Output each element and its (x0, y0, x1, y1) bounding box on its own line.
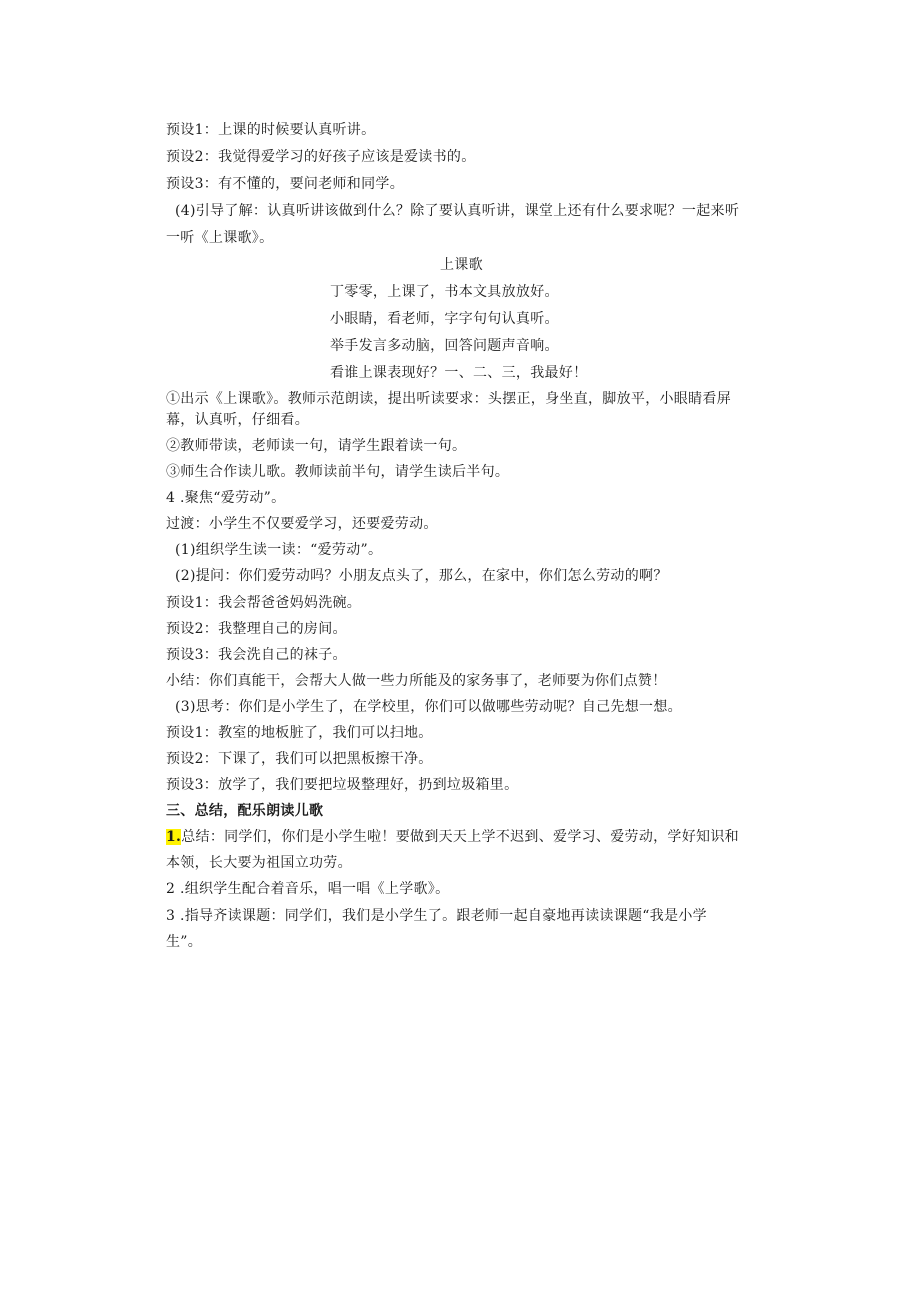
song-line-2: 小眼睛，看老师，字字句句认真听。 (330, 311, 559, 327)
section-3-heading: 三、总结，配乐朗读儿歌 (166, 803, 324, 819)
guide-paragraph-line-1: (4)引导了解：认真听讲该做到什么？除了要认真听讲，课堂上还有什么要求呢？一起来听 (175, 203, 740, 219)
step-1-line-2: 幕，认真听，仔细看。 (166, 412, 309, 428)
preset-b-3: 预设3：放学了，我们要把垃圾整理好，扔到垃圾箱里。 (166, 777, 519, 793)
song-title: 上课歌 (440, 257, 483, 273)
preset-2: 预设2：我觉得爱学习的好孩子应该是爱读书的。 (166, 149, 476, 165)
preset-3: 预设3：有不懂的，要问老师和同学。 (166, 176, 405, 192)
step-2: ②教师带读，老师读一句，请学生跟着读一句。 (166, 438, 467, 454)
conclusion-1-number: 1. (166, 829, 182, 845)
conclusion-1-text: 总结：同学们，你们是小学生啦！要做到天天上学不迟到、爱学习、爱劳动，学好知识和 (181, 829, 739, 845)
question-3: (3)思考：你们是小学生了，在学校里，你们可以做哪些劳动呢？自己先想一想。 (175, 699, 682, 715)
song-line-1: 丁零零，上课了，书本文具放放好。 (330, 284, 559, 300)
song-line-4: 看谁上课表现好？一、二、三，我最好！ (330, 365, 588, 381)
conclusion-1-line-1 (166, 827, 739, 847)
step-1-line-1: ①出示《上课歌》。教师示范朗读，提出听读要求：头摆正，身坐直，脚放平，小眼睛看屏 (166, 391, 731, 407)
answer-3: 预设3：我会洗自己的袜子。 (166, 647, 347, 663)
question-1: (1)组织学生读一读：“爱劳动”。 (175, 542, 383, 558)
conclusion-3-line-1: 3 .指导齐读课题：同学们，我们是小学生了。跟老师一起自豪地再读读课题“我是小学 (166, 908, 707, 924)
conclusion-3-line-2: 生”。 (166, 934, 203, 950)
answer-1: 预设1：我会帮爸爸妈妈洗碗。 (166, 595, 362, 611)
question-2: (2)提问：你们爱劳动吗？小朋友点头了，那么，在家中，你们怎么劳动的啊？ (175, 568, 668, 584)
guide-paragraph-line-2: 一听《上课歌》。 (166, 230, 274, 246)
preset-b-2: 预设2：下课了，我们可以把黑板擦干净。 (166, 751, 433, 767)
preset-b-1: 预设1：教室的地板脏了，我们可以扫地。 (166, 725, 433, 741)
song-line-3: 举手发言多动脑，回答问题声音响。 (330, 338, 559, 354)
step-3: ③师生合作读儿歌。教师读前半句，请学生读后半句。 (166, 464, 510, 480)
conclusion-1-line-2: 本领，长大要为祖国立功劳。 (166, 855, 352, 871)
transition: 过渡：小学生不仅要爱学习，还要爱劳动。 (166, 516, 438, 532)
conclusion-2: 2 .组织学生配合着音乐，唱一唱《上学歌》。 (166, 881, 450, 897)
section-4-heading: 4 .聚焦“爱劳动”。 (166, 490, 286, 506)
answer-2: 预设2：我整理自己的房间。 (166, 621, 347, 637)
preset-1: 预设1：上课的时候要认真听讲。 (166, 122, 376, 138)
summary: 小结：你们真能干，会帮大人做一些力所能及的家务事了，老师要为你们点赞！ (166, 673, 667, 689)
